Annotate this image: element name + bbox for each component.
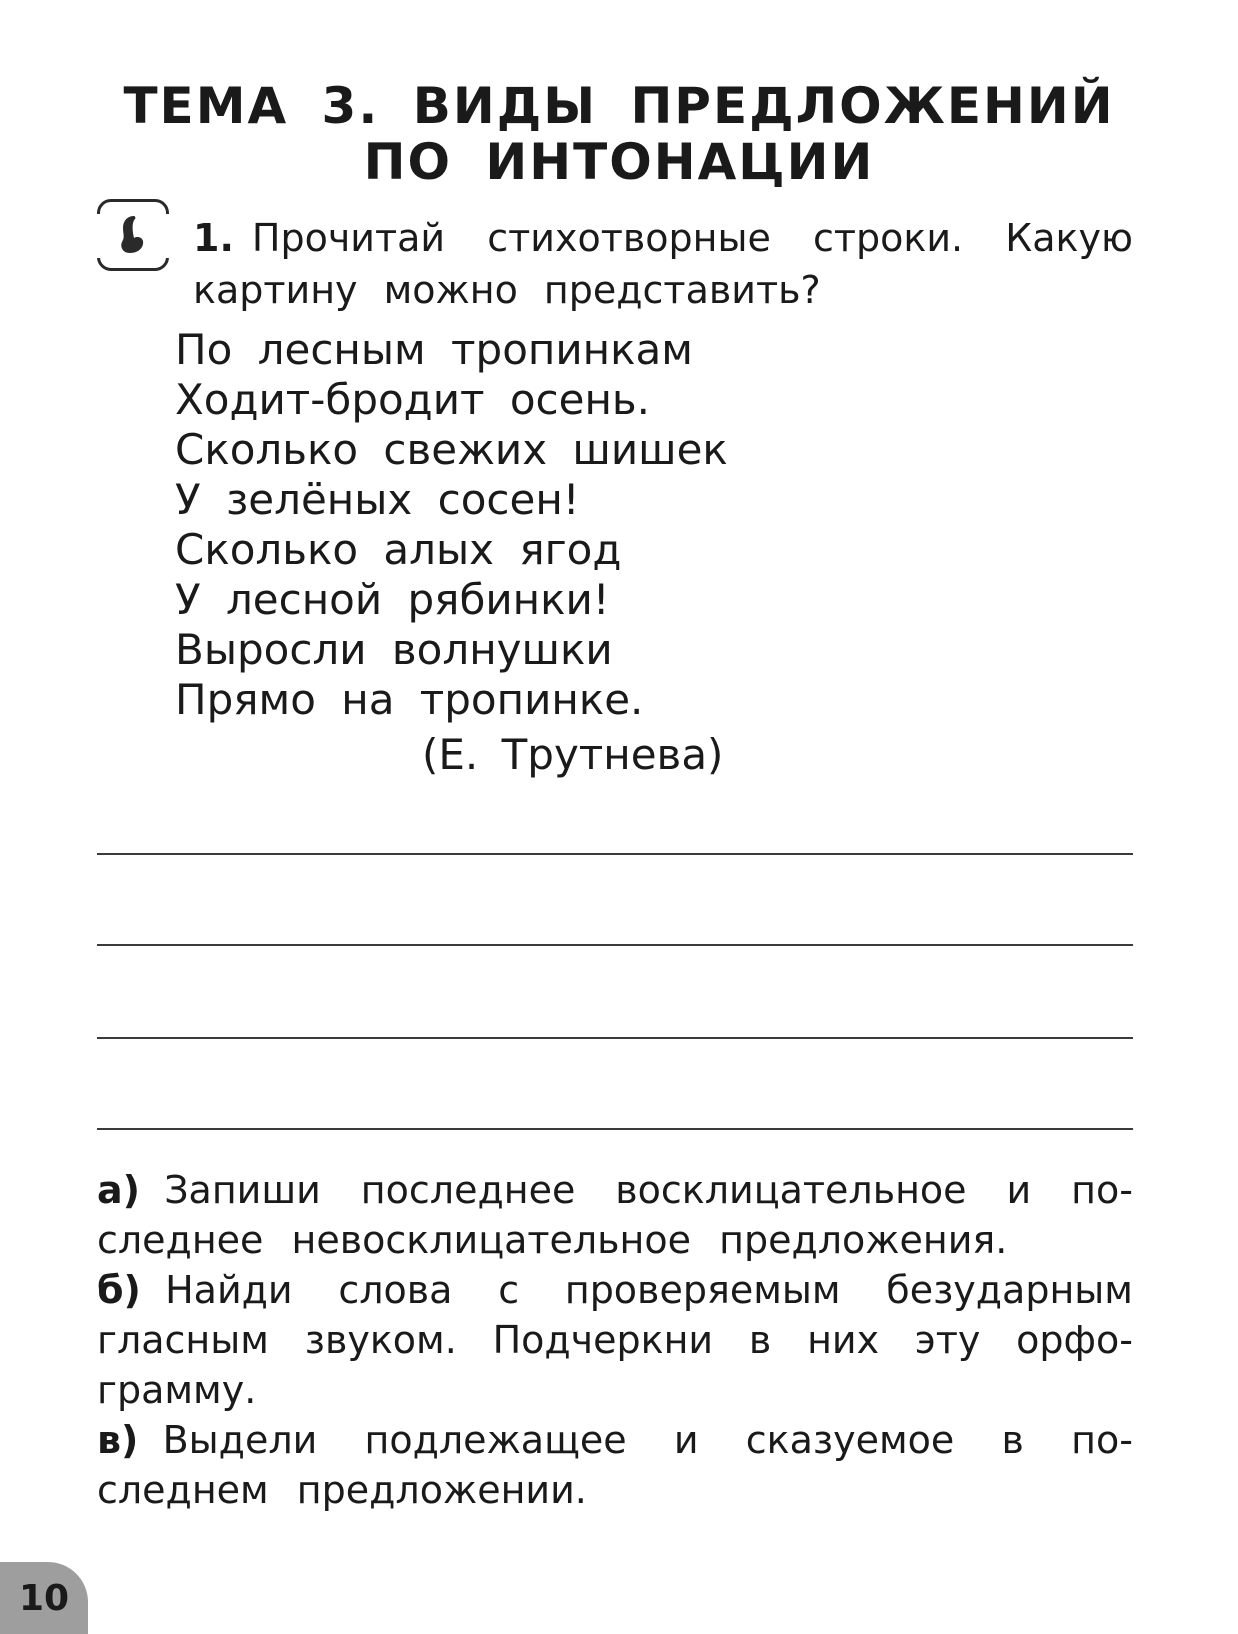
subtask-word: в: [1001, 1418, 1024, 1462]
subtask-word: в: [748, 1318, 772, 1362]
subtask-word: по-: [1071, 1418, 1133, 1462]
subtask-word: последнее: [360, 1168, 576, 1212]
subtask-word: по-: [1071, 1168, 1133, 1212]
subtask-word: с: [498, 1268, 520, 1312]
ear-icon-box: [97, 199, 169, 271]
poem-line: Прямо на тропинке.: [175, 675, 644, 724]
poem: [175, 325, 728, 725]
ear-icon: [108, 210, 158, 260]
subtask-word: звуком.: [304, 1318, 457, 1362]
poem-line: По лесным тропинкам: [175, 325, 693, 374]
subtask-word: сказуемое: [745, 1418, 955, 1462]
poem-author: (Е. Трутнева): [422, 730, 724, 779]
answer-line-3[interactable]: [97, 1037, 1133, 1039]
task-1-line-1: [193, 212, 1133, 264]
subtask-word: Запиши: [164, 1168, 321, 1212]
answer-line-1[interactable]: [97, 853, 1133, 855]
poem-line: Ходит-бродит осень.: [175, 375, 651, 424]
task-1: [193, 212, 1133, 316]
subtask-b-line-3: грамму.: [97, 1368, 257, 1412]
poem-line: Выросли волнушки: [175, 625, 613, 674]
subtask-word: и: [673, 1418, 699, 1462]
poem-line: У зелёных сосен!: [175, 475, 580, 524]
subtask-word: них: [807, 1318, 880, 1362]
subtask-word: орфо-: [1016, 1318, 1133, 1362]
page-title-line-2: ПО ИНТОНАЦИИ: [363, 133, 875, 191]
page-number: 10: [0, 1562, 88, 1634]
task-word: стихотворные: [487, 216, 771, 260]
task-number: 1.: [193, 216, 234, 260]
subtask-word: Выдели: [162, 1418, 318, 1462]
subtask-label: а): [97, 1168, 141, 1212]
subtask-word: Подчеркни: [492, 1318, 714, 1362]
subtask-b-line-1: [97, 1265, 1133, 1315]
answer-line-4[interactable]: [97, 1128, 1133, 1130]
subtask-label: б): [97, 1268, 141, 1312]
subtask-label: в): [97, 1418, 139, 1462]
subtask-a-line-2: следнее невосклицательное предложения.: [97, 1218, 1008, 1262]
subtask-word: восклицательное: [615, 1168, 967, 1212]
task-word: строки.: [812, 216, 964, 260]
task-1-line-2: картину можно представить?: [193, 268, 821, 312]
poem-line: У лесной рябинки!: [175, 575, 610, 624]
subtask-c-line-1: [97, 1415, 1133, 1465]
subtask-a-line-1: [97, 1165, 1133, 1215]
subtask-word: эту: [914, 1318, 981, 1362]
task-word: Какую: [1005, 216, 1133, 260]
poem-line: Сколько свежих шишек: [175, 425, 728, 474]
subtask-word: проверяемым: [564, 1268, 841, 1312]
answer-line-2[interactable]: [97, 944, 1133, 946]
page-title-line-1: ТЕМА 3. ВИДЫ ПРЕДЛОЖЕНИЙ: [123, 77, 1115, 135]
subtask-c-line-2: следнем предложении.: [97, 1468, 587, 1512]
subtask-c: [97, 1415, 1133, 1515]
subtask-word: подлежащее: [364, 1418, 627, 1462]
subtask-b-line-2: [97, 1315, 1133, 1365]
poem-line: Сколько алых ягод: [175, 525, 622, 574]
subtask-word: гласным: [97, 1318, 269, 1362]
subtask-a: [97, 1165, 1133, 1265]
subtask-b: [97, 1265, 1133, 1415]
task-word: Прочитай: [251, 216, 446, 260]
subtask-word: слова: [338, 1268, 453, 1312]
subtask-word: Найди: [165, 1268, 293, 1312]
subtask-word: безударным: [886, 1268, 1133, 1312]
subtask-word: и: [1006, 1168, 1032, 1212]
